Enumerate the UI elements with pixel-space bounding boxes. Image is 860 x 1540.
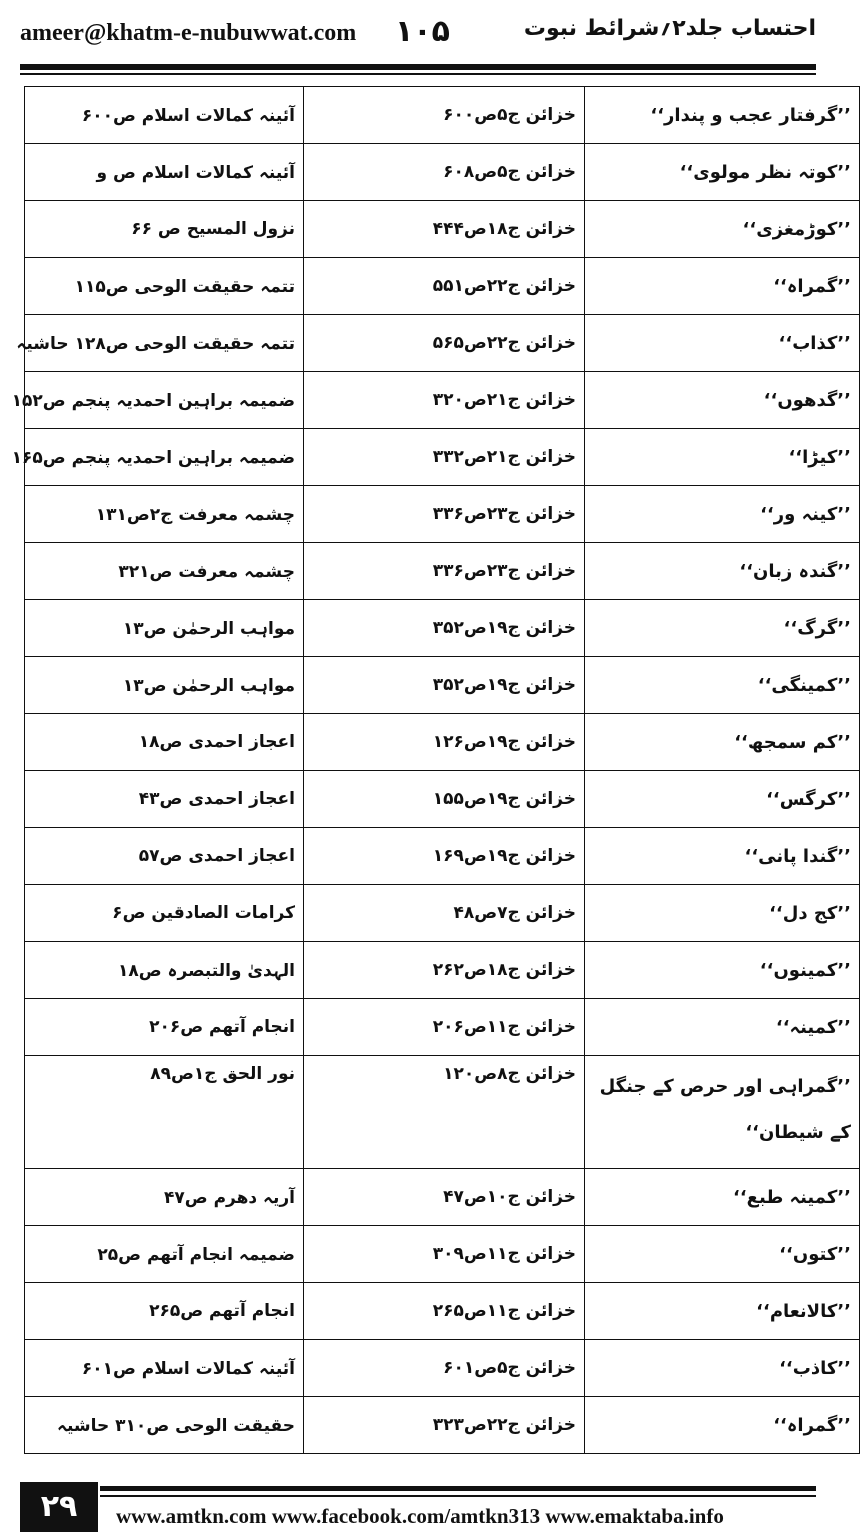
insult-word-cell: ’’کمینہ طبع‘‘ xyxy=(585,1169,860,1226)
khazain-ref-cell: خزائن ج۱۹ص۱۵۵ xyxy=(304,771,585,828)
insult-word-cell: ’’کوڑمغزی‘‘ xyxy=(585,201,860,258)
header-email: ameer@khatm-e-nubuwwat.com xyxy=(20,20,357,46)
page-number: ۱۰۵ xyxy=(395,14,450,49)
insult-word-cell: ’’کوتہ نظر مولوی‘‘ xyxy=(585,144,860,201)
insult-word-cell: ’’کمینوں‘‘ xyxy=(585,942,860,999)
book-ref-cell: ضمیمہ براہین احمدیہ پنجم ص۱۵۲ xyxy=(25,372,304,429)
page-footer xyxy=(0,1476,840,1540)
table-row xyxy=(25,600,860,657)
book-ref-cell: حقیقت الوحی ص۳۱۰ حاشیہ xyxy=(25,1397,304,1454)
khazain-ref-cell: خزائن ج۲۱ص۳۳۲ xyxy=(304,429,585,486)
khazain-ref-cell: خزائن ج۱۱ص۲۰۶ xyxy=(304,999,585,1056)
insult-word-cell: ’’گدھوں‘‘ xyxy=(585,372,860,429)
insult-word-cell: ’’گمراہ‘‘ xyxy=(585,1397,860,1454)
table-row xyxy=(25,1056,860,1169)
book-ref-cell: آریہ دھرم ص۴۷ xyxy=(25,1169,304,1226)
insult-word-cell: ’’کاذب‘‘ xyxy=(585,1340,860,1397)
book-ref-cell: نزول المسیح ص ۶۶ xyxy=(25,201,304,258)
book-ref-cell: آئینہ کمالات اسلام ص۶۰۱ xyxy=(25,1340,304,1397)
khazain-ref-cell: خزائن ج۱۱ص۲۶۵ xyxy=(304,1283,585,1340)
khazain-ref-cell: خزائن ج۲۲ص۵۶۵ xyxy=(304,315,585,372)
khazain-ref-cell: خزائن ج۵ص۶۰۱ xyxy=(304,1340,585,1397)
book-ref-cell: اعجاز احمدی ص۵۷ xyxy=(25,828,304,885)
table-row xyxy=(25,486,860,543)
book-ref-cell: آئینہ کمالات اسلام ص و xyxy=(25,144,304,201)
khazain-ref-cell: خزائن ج۱۸ص۲۶۲ xyxy=(304,942,585,999)
book-title: احتساب جلد۲؍شرائط نبوت xyxy=(523,16,816,41)
khazain-ref-cell: خزائن ج۱۰ص۴۷ xyxy=(304,1169,585,1226)
table-row xyxy=(25,999,860,1056)
insult-word-cell: ’’کذاب‘‘ xyxy=(585,315,860,372)
book-ref-cell: انجام آتھم ص۲۰۶ xyxy=(25,999,304,1056)
khazain-ref-cell: خزائن ج۲۲ص۳۲۳ xyxy=(304,1397,585,1454)
khazain-ref-cell: خزائن ج۷ص۴۸ xyxy=(304,885,585,942)
table-row xyxy=(25,1169,860,1226)
khazain-ref-cell: خزائن ج۸ص۱۲۰ xyxy=(304,1056,585,1169)
insult-word-cell: ’’گندا پانی‘‘ xyxy=(585,828,860,885)
insult-word-cell: ’’گندہ زبان‘‘ xyxy=(585,543,860,600)
book-ref-cell: چشمہ معرفت ص۳۲۱ xyxy=(25,543,304,600)
footer-rule-thick xyxy=(100,1486,816,1491)
table-row xyxy=(25,885,860,942)
table-row xyxy=(25,543,860,600)
book-ref-cell: ضمیمہ براہین احمدیہ پنجم ص۱۶۵ xyxy=(25,429,304,486)
table-row xyxy=(25,828,860,885)
khazain-ref-cell: خزائن ج۲۲ص۵۵۱ xyxy=(304,258,585,315)
khazain-ref-cell: خزائن ج۲۱ص۳۲۰ xyxy=(304,372,585,429)
book-ref-cell: اعجاز احمدی ص۴۳ xyxy=(25,771,304,828)
khazain-ref-cell: خزائن ج۱۹ص۳۵۲ xyxy=(304,657,585,714)
khazain-ref-cell: خزائن ج۱۱ص۳۰۹ xyxy=(304,1226,585,1283)
book-ref-cell: انجام آتھم ص۲۶۵ xyxy=(25,1283,304,1340)
book-ref-cell: ضمیمہ انجام آتھم ص۲۵ xyxy=(25,1226,304,1283)
reference-table-body xyxy=(11,87,860,1454)
book-ref-cell: تتمہ حقیقت الوحی ص۱۲۸ حاشیہ xyxy=(25,315,304,372)
insult-word-cell: ’’گمراہ‘‘ xyxy=(585,258,860,315)
footer-rule-thin xyxy=(100,1495,816,1497)
table-row xyxy=(25,657,860,714)
table-row xyxy=(25,315,860,372)
khazain-ref-cell: خزائن ج۱۸ص۴۴۴ xyxy=(304,201,585,258)
footer-page-badge: ۲۹ xyxy=(20,1482,98,1532)
table-row xyxy=(25,372,860,429)
insult-word-cell: ’’کتوں‘‘ xyxy=(585,1226,860,1283)
book-ref-cell: آئینہ کمالات اسلام ص۶۰۰ xyxy=(25,87,304,144)
insult-word-cell: ’’کالانعام‘‘ xyxy=(585,1283,860,1340)
insult-word-cell: ’’گمراہی اور حرص کے جنگل کے شیطان‘‘ xyxy=(585,1056,860,1169)
reference-table xyxy=(11,86,860,1454)
book-ref-cell: نور الحق ج۱ص۸۹ xyxy=(25,1056,304,1169)
book-ref-cell: مواہب الرحمٰن ص۱۳ xyxy=(25,600,304,657)
table-row xyxy=(25,144,860,201)
insult-word-cell: ’’کم سمجھ‘‘ xyxy=(585,714,860,771)
khazain-ref-cell: خزائن ج۱۹ص۱۲۶ xyxy=(304,714,585,771)
book-ref-cell: تتمہ حقیقت الوحی ص۱۱۵ xyxy=(25,258,304,315)
insult-word-cell: ’’کمینگی‘‘ xyxy=(585,657,860,714)
page-header xyxy=(0,0,840,64)
table-row xyxy=(25,429,860,486)
table-row xyxy=(25,201,860,258)
khazain-ref-cell: خزائن ج۵ص۶۰۸ xyxy=(304,144,585,201)
table-row xyxy=(25,942,860,999)
table-row xyxy=(25,1226,860,1283)
insult-word-cell: ’’کیڑا‘‘ xyxy=(585,429,860,486)
book-ref-cell: مواہب الرحمٰن ص۱۳ xyxy=(25,657,304,714)
insult-word-cell: ’’کمینہ‘‘ xyxy=(585,999,860,1056)
insult-word-cell: ’’گرگ‘‘ xyxy=(585,600,860,657)
khazain-ref-cell: خزائن ج۱۹ص۳۵۲ xyxy=(304,600,585,657)
header-rule-thin xyxy=(20,73,816,75)
table-row xyxy=(25,1397,860,1454)
header-rule-thick xyxy=(20,64,816,70)
insult-word-cell: ’’کینہ ور‘‘ xyxy=(585,486,860,543)
khazain-ref-cell: خزائن ج۲۳ص۳۳۶ xyxy=(304,543,585,600)
book-ref-cell: کرامات الصادقین ص۶ xyxy=(25,885,304,942)
book-ref-cell: الہدیٰ والتبصرہ ص۱۸ xyxy=(25,942,304,999)
table-row xyxy=(25,1340,860,1397)
table-row xyxy=(25,1283,860,1340)
khazain-ref-cell: خزائن ج۱۹ص۱۶۹ xyxy=(304,828,585,885)
footer-links: www.amtkn.com www.facebook.com/amtkn313 www.emaktaba.info xyxy=(116,1504,724,1528)
khazain-ref-cell: خزائن ج۵ص۶۰۰ xyxy=(304,87,585,144)
table-row xyxy=(25,771,860,828)
insult-word-cell: ’’کرگس‘‘ xyxy=(585,771,860,828)
khazain-ref-cell: خزائن ج۲۳ص۳۳۶ xyxy=(304,486,585,543)
table-row xyxy=(25,87,860,144)
book-ref-cell: اعجاز احمدی ص۱۸ xyxy=(25,714,304,771)
table-row xyxy=(25,714,860,771)
insult-word-cell: ’’گرفتار عجب و پندار‘‘ xyxy=(585,87,860,144)
insult-word-cell: ’’کج دل‘‘ xyxy=(585,885,860,942)
book-ref-cell: چشمہ معرفت ج۲ص۱۳۱ xyxy=(25,486,304,543)
table-row xyxy=(25,258,860,315)
